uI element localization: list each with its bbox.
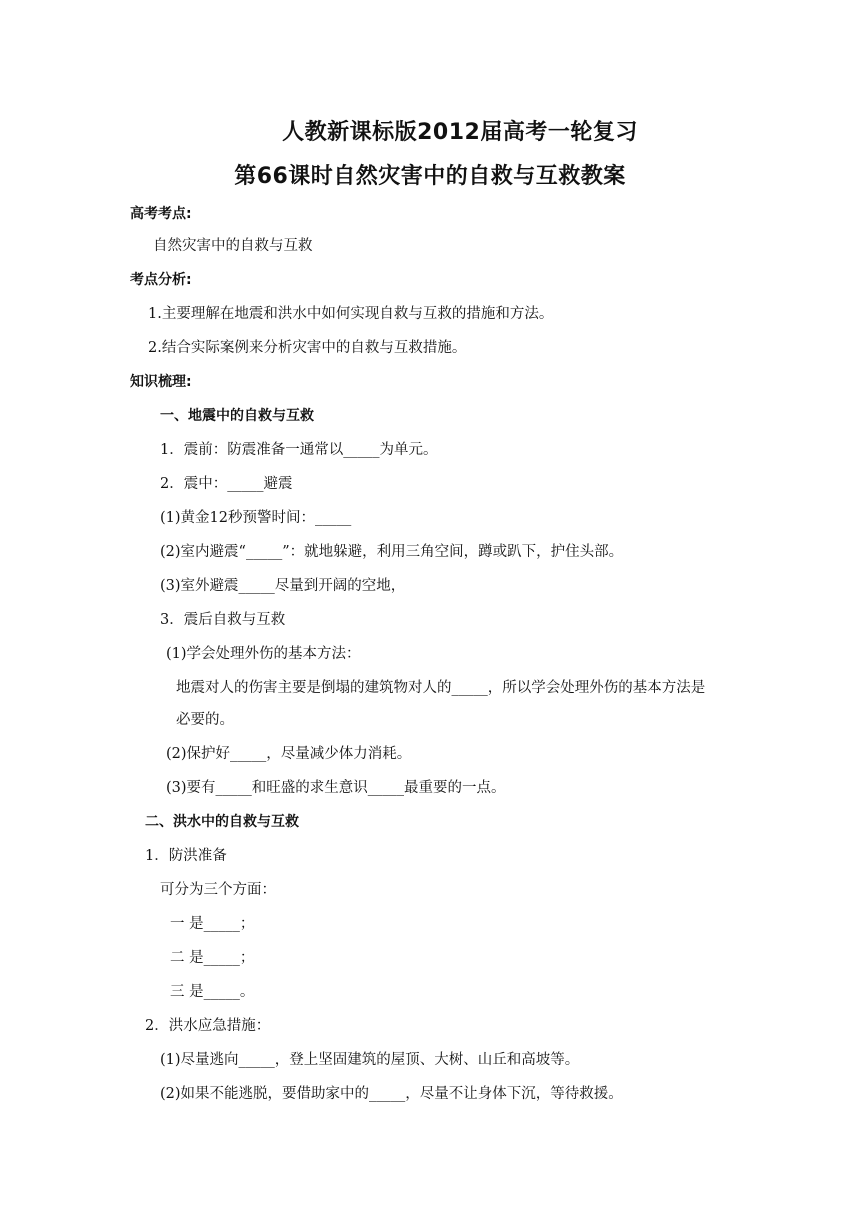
flood-prep-aspect-2: 二 是_____；: [170, 950, 255, 966]
heading-analysis: 考点分析:: [130, 272, 192, 288]
flood-prep-aspect-3: 三 是_____。: [170, 984, 255, 1000]
flood-measure-1: (1)尽量逃向_____，登上坚固建筑的屋顶、大树、山丘和高坡等。: [160, 1052, 580, 1068]
after-quake-subitem-3: (3)要有_____和旺盛的求生意识_____最重要的一点。: [166, 780, 506, 796]
earthquake-item-3: 3．震后自救与互救: [160, 612, 286, 628]
heading-knowledge: 知识梳理:: [130, 374, 192, 390]
analysis-item-1: 1.主要理解在地震和洪水中如何实现自救与互救的措施和方法。: [148, 306, 554, 322]
after-quake-text: 地震对人的伤害主要是倒塌的建筑物对人的_____，所以学会处理外伤的基本方法是: [176, 680, 706, 696]
earthquake-subitem-3: (3)室外避震_____尽量到开阔的空地，: [160, 578, 406, 594]
earthquake-subitem-1: (1)黄金12秒预警时间：_____: [160, 510, 352, 526]
analysis-item-2: 2.结合实际案例来分析灾害中的自救与互救措施。: [148, 340, 467, 356]
exam-point-text: 自然灾害中的自救与互救: [153, 238, 313, 254]
earthquake-subitem-2: (2)室内避震“_____”：就地躲避，利用三角空间，蹲或趴下，护住头部。: [160, 544, 624, 560]
document-title: 人教新课标版2012届高考一轮复习: [282, 120, 638, 145]
flood-item-1: 1．防洪准备: [145, 848, 227, 864]
flood-measure-2: (2)如果不能逃脱，要借助家中的_____，尽量不让身体下沉，等待救援。: [160, 1086, 623, 1102]
section-flood-heading: 二、洪水中的自救与互救: [145, 814, 299, 830]
after-quake-text-cont: 必要的。: [176, 712, 234, 728]
section-earthquake-heading: 一、地震中的自救与互救: [160, 408, 314, 424]
heading-exam-points: 高考考点:: [130, 206, 192, 222]
flood-prep-aspect-1: 一 是_____；: [170, 916, 255, 932]
earthquake-item-2: 2．震中：_____避震: [160, 476, 293, 492]
flood-prep-intro: 可分为三个方面：: [160, 882, 276, 898]
earthquake-item-1: 1．震前：防震准备一通常以_____为单元。: [160, 442, 438, 458]
flood-item-2: 2．洪水应急措施：: [145, 1018, 271, 1034]
document-subtitle: 第66课时自然灾害中的自救与互救教案: [234, 164, 626, 189]
after-quake-subitem-1: (1)学会处理外伤的基本方法：: [166, 646, 361, 662]
after-quake-subitem-2: (2)保护好_____，尽量减少体力消耗。: [166, 746, 412, 762]
